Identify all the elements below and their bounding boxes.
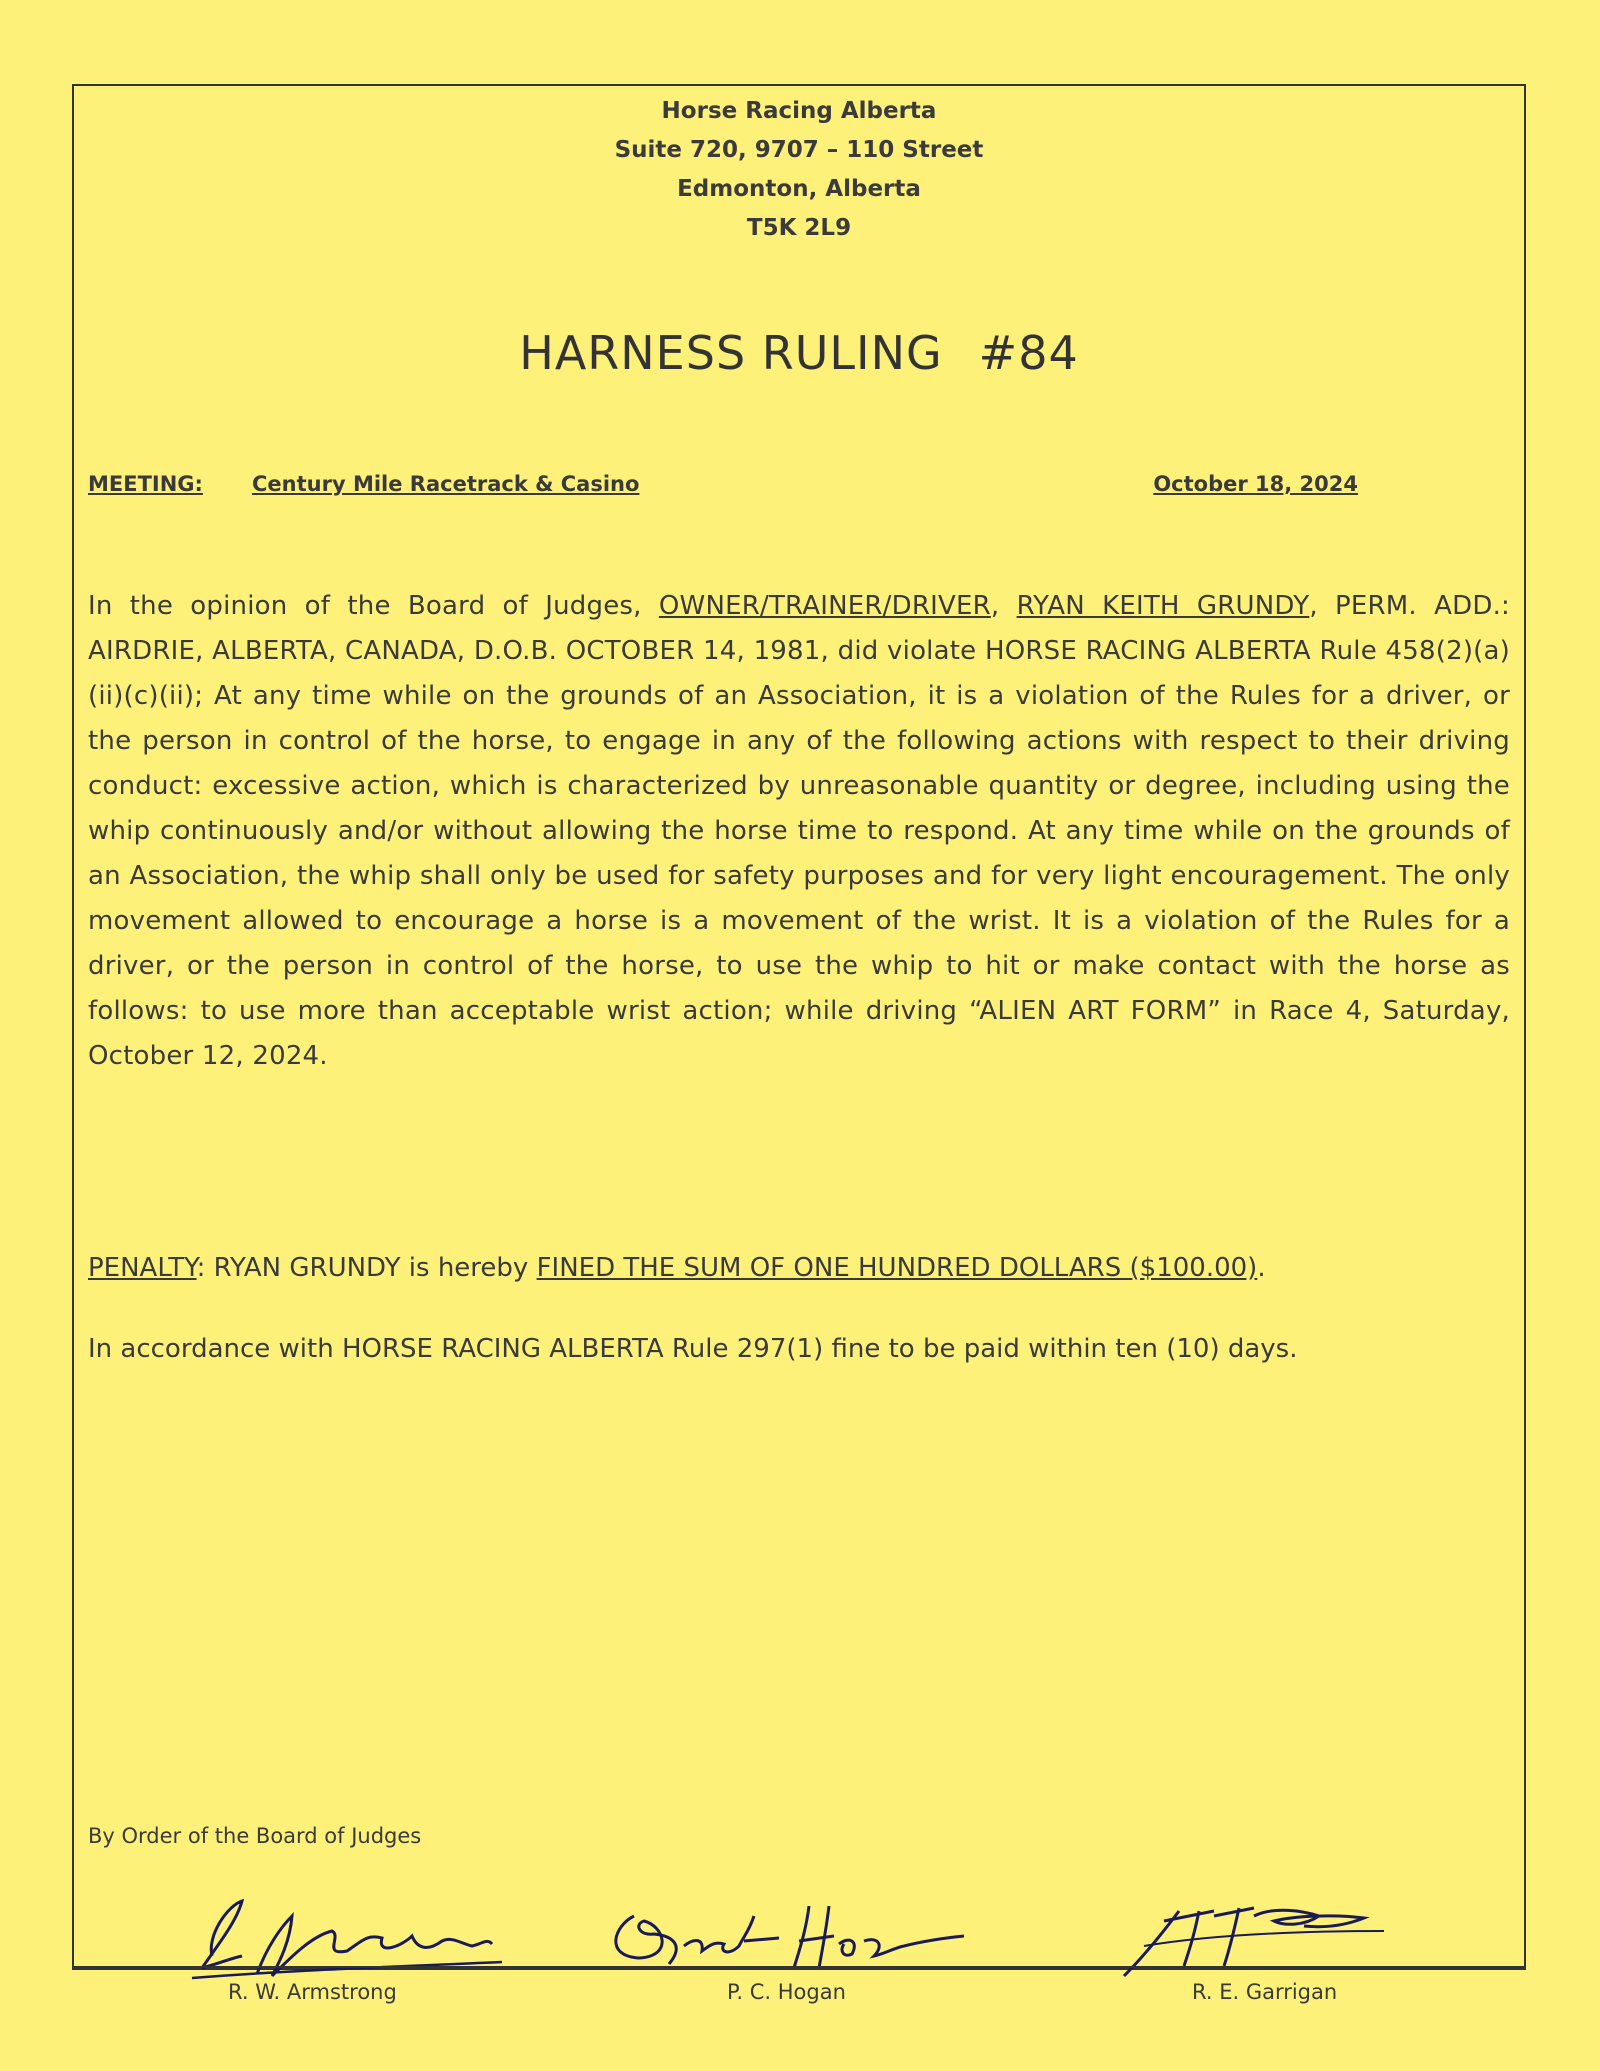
ruling-role: OWNER/TRAINER/DRIVER bbox=[658, 591, 991, 621]
letterhead-postal-code: T5K 2L9 bbox=[746, 215, 852, 241]
ruling-person: RYAN KEITH GRUNDY bbox=[1016, 591, 1310, 621]
ruling-body bbox=[88, 584, 1510, 1079]
penalty-fine: FINED THE SUM OF ONE HUNDRED DOLLARS ($100.00) bbox=[536, 1253, 1258, 1283]
signature-garrigan bbox=[1104, 1886, 1404, 1986]
accordance-paragraph: In accordance with HORSE RACING ALBERTA Rule 297(1) fine to be paid within ten (10) days. bbox=[88, 1334, 1298, 1364]
meeting-venue: Century Mile Racetrack & Casino bbox=[252, 472, 640, 496]
letterhead-address-line2: Edmonton, Alberta bbox=[677, 176, 921, 202]
ruling-intro: In the opinion of the Board of Judges, bbox=[88, 591, 659, 621]
document-frame bbox=[72, 84, 1526, 2004]
signer-name-armstrong: R. W. Armstrong bbox=[228, 1980, 397, 2004]
meeting-label: MEETING: bbox=[88, 472, 203, 496]
ruling-separator: , bbox=[990, 591, 1017, 621]
ruling-number: #84 bbox=[978, 326, 1079, 380]
signature-line bbox=[74, 1966, 1524, 1968]
signature-armstrong bbox=[172, 1886, 512, 1986]
ruling-title bbox=[74, 326, 1524, 380]
letterhead-address-line1: Suite 720, 9707 – 110 Street bbox=[614, 137, 984, 163]
ruling-title-label: HARNESS RULING bbox=[519, 326, 943, 380]
penalty-label: PENALTY bbox=[88, 1253, 197, 1283]
meeting-row bbox=[88, 472, 1510, 502]
signer-name-garrigan: R. E. Garrigan bbox=[1192, 1980, 1338, 2004]
meeting-date: October 18, 2024 bbox=[1153, 472, 1358, 496]
ruling-text: , PERM. ADD.: AIRDRIE, ALBERTA, CANADA, D.O.B. OCTOBER 14, 1981, did violate HORSE RACING ALBERTA Rule 458(2)(a)(ii)(c)(ii); At any time while on the grounds of an Association, it is a violation of the Rules for a driver, or the person in control of the horse, to engage in any of the following actions with respect to their driving conduct: excessive action, which is characterized by unreasonable quantity or degree, including using the whip continuously and/or without allowing the horse time to respond. At any time while on the grounds of an Association, the whip shall only be used for safety purposes and for very light encouragement. The only movement allowed to encourage a horse is a movement of the wrist. It is a violation of the Rules for a driver, or the person in control of the horse, to use the whip to hit or make contact with the horse as follows: to use more than acceptable wrist action; while driving “ALIEN ART FORM” in Race 4, Saturday, October 12, 2024. bbox=[88, 591, 1510, 1071]
signer-name-hogan: P. C. Hogan bbox=[727, 1980, 846, 2004]
penalty-paragraph bbox=[88, 1246, 1510, 1291]
letterhead-org: Horse Racing Alberta bbox=[661, 98, 937, 124]
penalty-end: . bbox=[1257, 1253, 1266, 1283]
penalty-text: : RYAN GRUNDY is hereby bbox=[196, 1253, 537, 1283]
letterhead bbox=[74, 92, 1524, 248]
by-order-text: By Order of the Board of Judges bbox=[88, 1824, 422, 1848]
signature-hogan bbox=[594, 1886, 974, 1986]
